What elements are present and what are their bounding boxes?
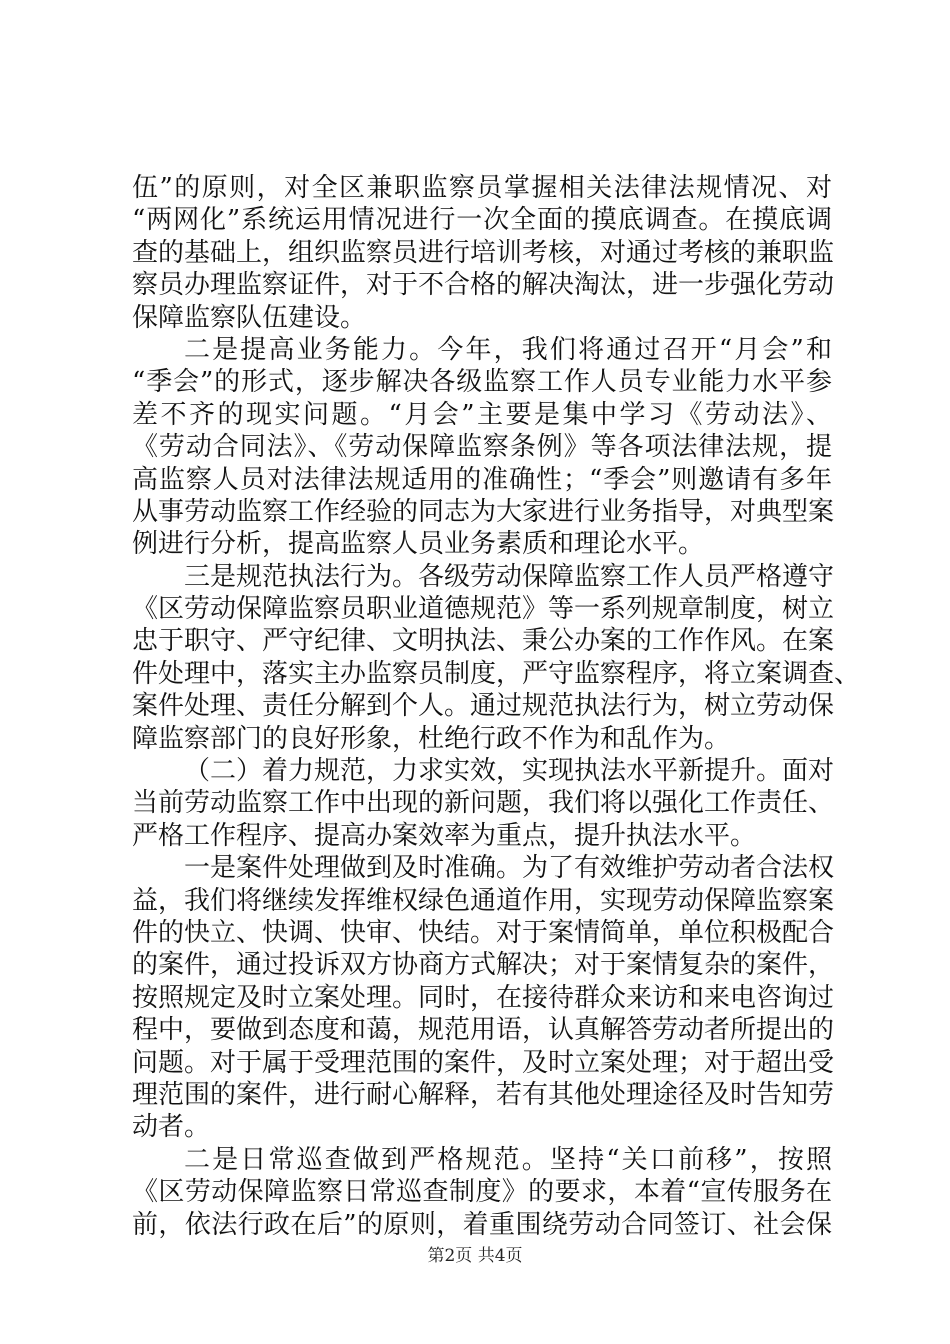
text-line: 的案件，通过投诉双方协商方式解决；对于案情复杂的案件，: [132, 950, 835, 981]
text-line: （二）着力规范，力求实效，实现执法水平新提升。面对: [184, 756, 835, 787]
text-line: 二是提高业务能力。今年，我们将通过召开“月会”和: [184, 334, 832, 365]
text-line: 前，依法行政在后”的原则，着重围绕劳动合同签订、社会保: [132, 1209, 832, 1240]
page-footer: 第2页 共4页: [427, 1246, 523, 1266]
text-line: 一是案件处理做到及时准确。为了有效维护劳动者合法权: [184, 853, 835, 884]
text-line: 伍”的原则，对全区兼职监察员掌握相关法律法规情况、对: [132, 173, 832, 203]
text-line: 察员办理监察证件，对于不合格的解决淘汰，进一步强化劳动: [132, 270, 835, 301]
text-line: 忠于职守、严守纪律、文明执法、秉公办案的工作作风。在案: [132, 626, 835, 657]
text-line: 《区劳动保障监察员职业道德规范》等一系列规章制度，树立: [132, 594, 835, 625]
text-line: 问题。对于属于受理范围的案件，及时立案处理；对于超出受: [132, 1047, 835, 1078]
text-line: 当前劳动监察工作中出现的新问题，我们将以强化工作责任、: [132, 788, 835, 819]
text-line: 《区劳动保障监察日常巡查制度》的要求，本着“宣传服务在: [132, 1177, 832, 1208]
text-line: 保障监察队伍建设。: [132, 302, 367, 333]
text-line: 理范围的案件，进行耐心解释，若有其他处理途径及时告知劳: [132, 1079, 835, 1110]
text-line: 《劳动合同法》、《劳动保障监察条例》等各项法律法规，提: [132, 432, 832, 463]
text-line: 高监察人员对法律法规适用的准确性；“季会”则邀请有多年: [132, 464, 832, 495]
text-line: 二是日常巡查做到严格规范。坚持“关口前移”，按照: [184, 1144, 832, 1175]
text-line: 严格工作程序、提高办案效率为重点，提升执法水平。: [132, 820, 757, 851]
text-line: “两网化”系统运用情况进行一次全面的摸底调查。在摸底调: [132, 205, 832, 236]
text-line: “季会”的形式，逐步解决各级监察工作人员专业能力水平参: [132, 367, 832, 398]
text-line: 按照规定及时立案处理。同时，在接待群众来访和来电咨询过: [132, 982, 835, 1013]
text-line: 件的快立、快调、快审、快结。对于案情简单，单位积极配合: [132, 917, 835, 948]
text-line: 案件处理、责任分解到个人。通过规范执法行为，树立劳动保: [132, 691, 835, 722]
text-line: 差不齐的现实问题。“月会”主要是集中学习《劳动法》、: [132, 399, 832, 430]
text-line: 程中，要做到态度和蔼，规范用语，认真解答劳动者所提出的: [132, 1015, 835, 1046]
text-line: 件处理中，落实主办监察员制度，严守监察程序，将立案调查、: [132, 658, 861, 689]
text-line: 动者。: [132, 1112, 211, 1143]
text-line: 障监察部门的良好形象，杜绝行政不作为和乱作为。: [132, 723, 731, 754]
text-line: 益，我们将继续发挥维权绿色通道作用，实现劳动保障监察案: [132, 885, 835, 916]
text-line: 查的基础上，组织监察员进行培训考核，对通过考核的兼职监: [132, 237, 835, 268]
text-line: 从事劳动监察工作经验的同志为大家进行业务指导，对典型案: [132, 496, 835, 527]
text-line: 例进行分析，提高监察人员业务素质和理论水平。: [132, 529, 705, 560]
document-body: [132, 172, 861, 1241]
text-line: 三是规范执法行为。各级劳动保障监察工作人员严格遵守: [184, 561, 835, 592]
